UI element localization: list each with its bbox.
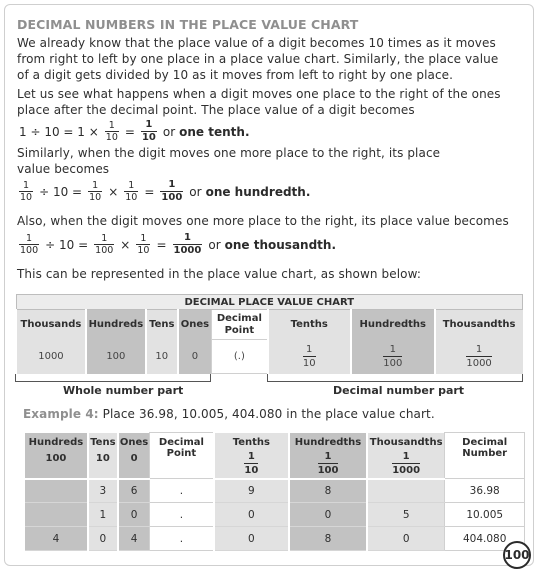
eq3-word: one thousandth.	[224, 237, 337, 252]
equation-thousandth: $\frac{1}{100}$ ÷ 10 = $\frac{1}{100}$ × $\frac{1}{10}$ = $\frac{1}{1000}$ or one thousandth.	[20, 232, 337, 256]
whole-number-label: Whole number part	[63, 384, 184, 397]
header-thousands: Thousands	[16, 310, 86, 340]
para2-line2: place after the decimal point. The place value of a digit becomes	[17, 103, 415, 117]
cell: 1	[88, 503, 118, 527]
table-row	[24, 479, 525, 503]
cell: .	[150, 503, 214, 527]
cell: 36.98	[445, 479, 525, 503]
example-place-value-chart	[23, 432, 525, 551]
cell: 404.080	[445, 527, 525, 551]
value-tens: 10	[146, 340, 178, 374]
cell: .	[150, 527, 214, 551]
decimal-number-brace	[267, 374, 523, 382]
cell: 9	[214, 479, 290, 503]
ex-header-decimal-point: Decimal Point	[150, 433, 214, 479]
header-hundredths: Hundredths	[351, 310, 435, 340]
section-title: DECIMAL NUMBERS IN THE PLACE VALUE CHART	[17, 17, 359, 32]
cell: 5	[367, 503, 445, 527]
eq1-result-fraction: $\frac{1}{10}$	[141, 119, 156, 143]
ex-header-hundredths: Hundredths 1 100	[289, 433, 367, 479]
example-text: Place 36.98, 10.005, 404.080 in the place value chart.	[102, 407, 435, 421]
value-hundredths: $\frac{1}{100}$	[351, 340, 435, 374]
cell: 6	[118, 479, 150, 503]
para1-line3: of a digit gets divided by 10 as it moves from left to right by one place.	[17, 68, 454, 82]
cell: 8	[289, 479, 367, 503]
cell	[24, 503, 88, 527]
para4: Also, when the digit moves one more place to the right, its place value becomes	[17, 214, 509, 228]
eq1-fraction: $\frac{1}{10}$	[105, 119, 118, 143]
cell: 4	[24, 527, 88, 551]
table-row	[24, 527, 525, 551]
cell: 8	[289, 527, 367, 551]
cell	[367, 479, 445, 503]
value-hundreds: 100	[86, 340, 146, 374]
equation-hundredth: $\frac{1}{10}$ ÷ 10 = $\frac{1}{10}$ × $\frac{1}{10}$ = $\frac{1}{100}$ or one hundredth.	[20, 179, 311, 203]
header-ones: Ones	[178, 310, 212, 340]
para2-line1: Let us see what happens when a digit moves one place to the right of the ones	[17, 87, 501, 101]
table-row	[24, 503, 525, 527]
value-tenths: $\frac{1}{10}$	[268, 340, 351, 374]
value-ones: 0	[178, 340, 212, 374]
cell: 0	[367, 527, 445, 551]
equation-tenth: 1 ÷ 10 = 1 × $\frac{1}{10}$ = $\frac{1}{10}$ or one tenth.	[19, 119, 250, 143]
cell: 0	[214, 503, 290, 527]
value-thousands: 1000	[16, 340, 86, 374]
ex-header-decimal-number: Decimal Number	[445, 433, 525, 479]
page-number-badge: 100	[503, 541, 531, 569]
cell	[24, 479, 88, 503]
header-decimal-point: Decimal Point	[212, 310, 268, 340]
example-4	[23, 407, 435, 421]
eq1-lhs: 1 ÷ 10 = 1 ×	[19, 124, 99, 139]
cell: 0	[118, 503, 150, 527]
cell: .	[150, 479, 214, 503]
para3-line2: value becomes	[17, 162, 110, 176]
ex-header-tenths: Tenths 1 10	[214, 433, 290, 479]
decimal-number-label: Decimal number part	[333, 384, 465, 397]
eq2-word: one hundredth.	[205, 184, 311, 199]
ex-header-tens: Tens 10	[88, 433, 118, 479]
value-thousandths: $\frac{1}{1000}$	[435, 340, 523, 374]
header-hundreds: Hundreds	[86, 310, 146, 340]
ex-header-thousandths: Thousandths 1 1000	[367, 433, 445, 479]
para5: This can be represented in the place value chart, as shown below:	[17, 267, 422, 281]
cell: 0	[289, 503, 367, 527]
cell: 0	[214, 527, 290, 551]
ex-header-hundreds: Hundreds 100	[24, 433, 88, 479]
para1-line2: from right to left by one place in a place value chart. Similarly, the place value	[17, 52, 499, 66]
cell: 3	[88, 479, 118, 503]
whole-number-brace	[15, 374, 211, 382]
cell: 4	[118, 527, 150, 551]
chart-caption: DECIMAL PLACE VALUE CHART	[16, 295, 523, 310]
para3-line1: Similarly, when the digit moves one more place to the right, its place	[17, 146, 441, 160]
ex-header-ones: Ones 0	[118, 433, 150, 479]
header-tens: Tens	[146, 310, 178, 340]
para1-line1: We already know that the place value of a digit becomes 10 times as it moves	[17, 36, 496, 50]
eq1-word: one tenth.	[179, 124, 250, 139]
header-tenths: Tenths	[268, 310, 351, 340]
example-label: Example 4:	[23, 407, 99, 421]
decimal-place-value-chart	[15, 294, 523, 374]
value-decimal-point: (.)	[212, 340, 268, 374]
textbook-page	[4, 4, 534, 566]
header-thousandths: Thousandths	[435, 310, 523, 340]
cell: 10.005	[445, 503, 525, 527]
cell: 0	[88, 527, 118, 551]
